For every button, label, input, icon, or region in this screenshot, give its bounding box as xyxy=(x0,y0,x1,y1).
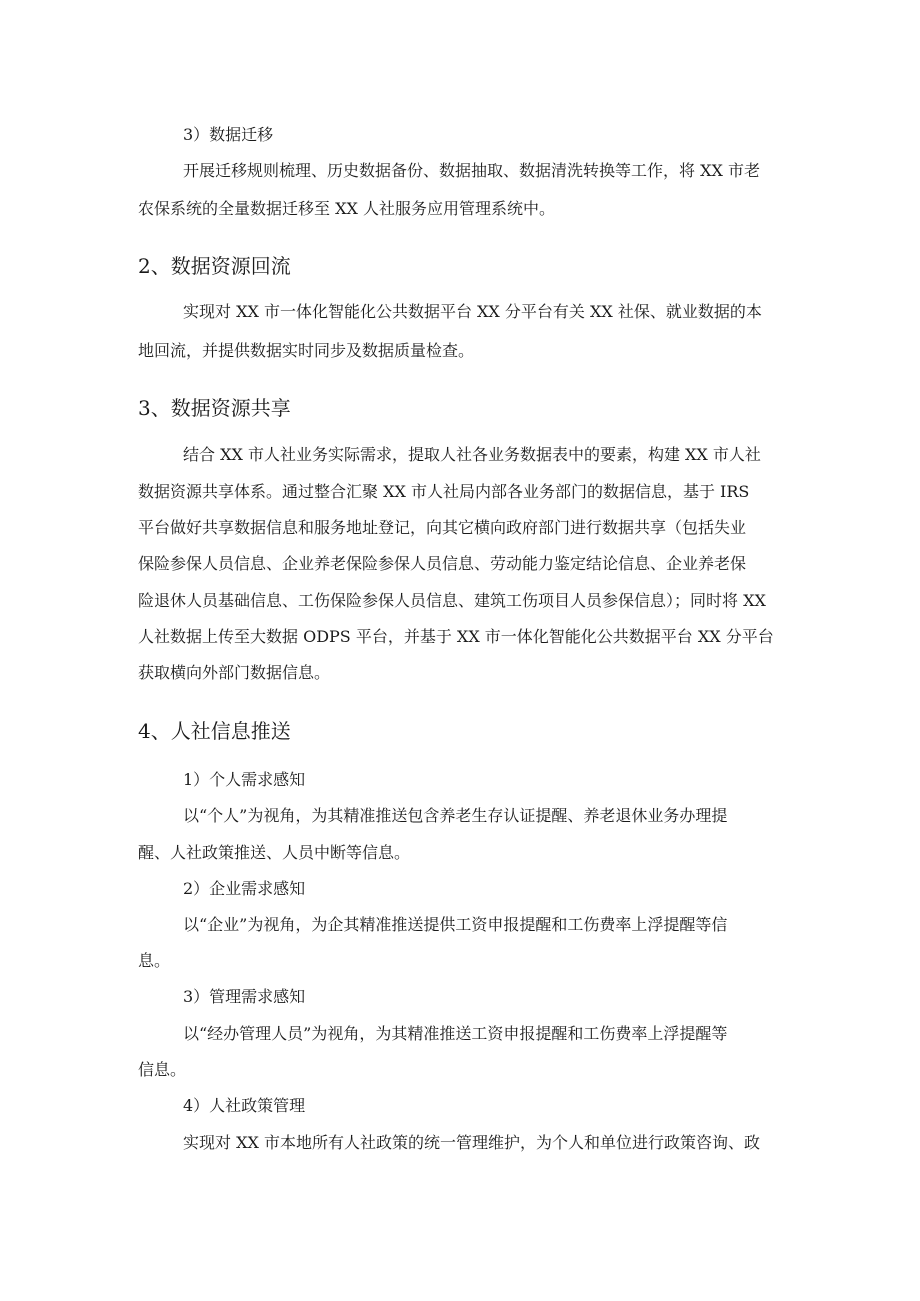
paragraph-line: 农保系统的全量数据迁移至 XX 人社服务应用管理系统中。 xyxy=(138,199,555,218)
paragraph-line: 结合 XX 市人社业务实际需求，提取人社各业务数据表中的要素，构建 XX 市人社 xyxy=(183,445,761,464)
paragraph-line: 以“企业”为视角，为企其精准推送提供工资申报提醒和工伤费率上浮提醒等信 xyxy=(183,915,728,934)
paragraph-line: 数据资源共享体系。通过整合汇聚 XX 市人社局内部各业务部门的数据信息，基于 IRS xyxy=(138,482,750,501)
paragraph-line: 人社数据上传至大数据 ODPS 平台，并基于 XX 市一体化智能化公共数据平台 XX 分平台 xyxy=(138,627,774,646)
section-heading-info-push: 4、人社信息推送 xyxy=(138,719,291,743)
paragraph-line: 平台做好共享数据信息和服务地址登记，向其它横向政府部门进行数据共享（包括失业 xyxy=(138,518,747,537)
subheading-personal-needs: 1）个人需求感知 xyxy=(183,770,306,789)
paragraph-line: 地回流，并提供数据实时同步及数据质量检查。 xyxy=(138,341,475,360)
subheading-enterprise-needs: 2）企业需求感知 xyxy=(183,879,306,898)
paragraph-line: 实现对 XX 市本地所有人社政策的统一管理维护，为个人和单位进行政策咨询、政 xyxy=(183,1133,760,1152)
paragraph-line: 险退休人员基础信息、工伤保险参保人员信息、建筑工伤项目人员参保信息）；同时将 XX xyxy=(138,591,766,610)
paragraph-line: 以“经办管理人员”为视角，为其精准推送工资申报提醒和工伤费率上浮提醒等 xyxy=(183,1024,728,1043)
section-heading-data-sharing: 3、数据资源共享 xyxy=(138,396,291,420)
subheading-policy-management: 4）人社政策管理 xyxy=(183,1096,306,1115)
paragraph-line: 实现对 XX 市一体化智能化公共数据平台 XX 分平台有关 XX 社保、就业数据的本 xyxy=(183,302,762,321)
paragraph-line: 获取横向外部门数据信息。 xyxy=(138,663,331,682)
paragraph-line: 以“个人”为视角，为其精准推送包含养老生存认证提醒、养老退休业务办理提 xyxy=(183,806,728,825)
paragraph-line: 息。 xyxy=(138,951,171,970)
paragraph-line: 醒、人社政策推送、人员中断等信息。 xyxy=(138,843,411,862)
paragraph-line: 信息。 xyxy=(138,1060,187,1079)
paragraph-line: 保险参保人员信息、企业养老保险参保人员信息、劳动能力鉴定结论信息、企业养老保 xyxy=(138,554,747,573)
subheading-management-needs: 3）管理需求感知 xyxy=(183,987,306,1006)
section-heading-data-backflow: 2、数据资源回流 xyxy=(138,254,291,278)
paragraph-line: 开展迁移规则梳理、历史数据备份、数据抽取、数据清洗转换等工作，将 XX 市老 xyxy=(183,161,760,180)
subheading-data-migration: 3）数据迁移 xyxy=(183,125,274,144)
